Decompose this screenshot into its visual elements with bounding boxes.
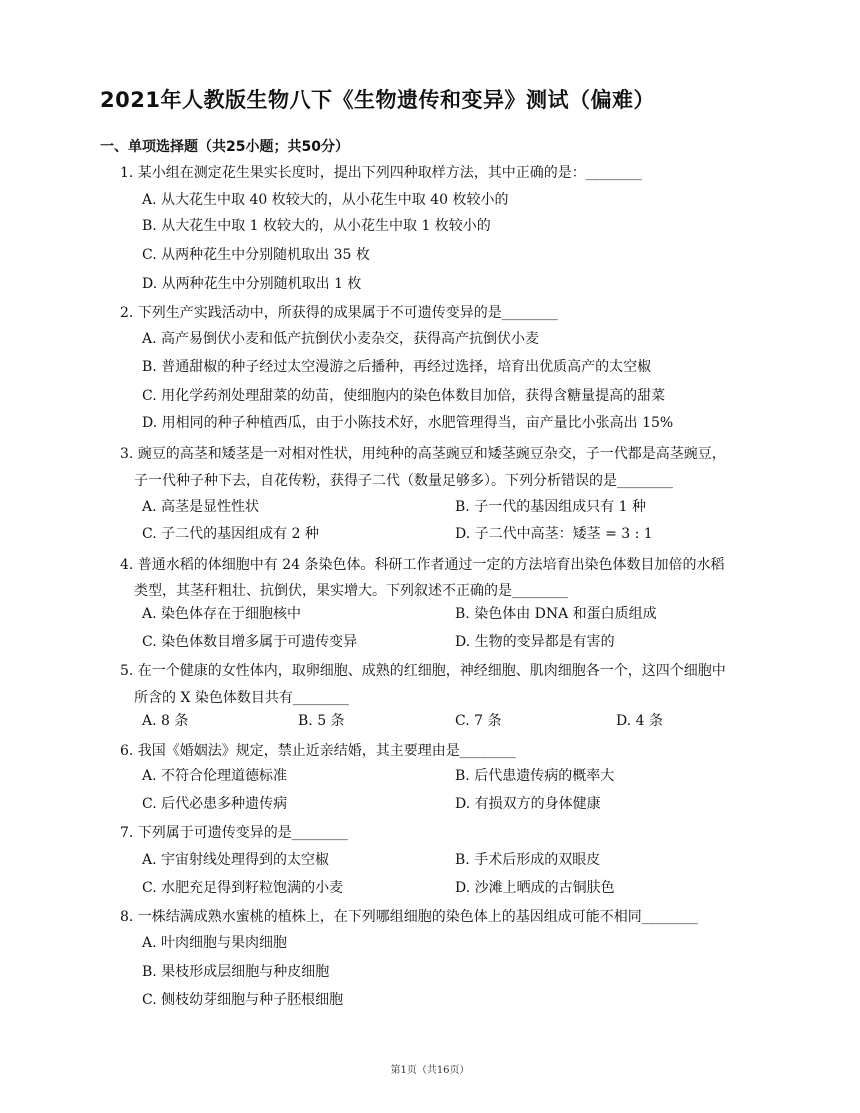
question-1-stem: 1. 某小组在测定花生果实长度时，提出下列四种取样方法，其中正确的是：________ [120,165,642,181]
question-6-option-d: D. 有损双方的身体健康 [455,796,601,812]
section-heading: 一、单项选择题（共25小题；共50分） [100,139,349,155]
question-7-stem: 7. 下列属于可遗传变异的是________ [120,825,348,841]
question-4-option-d: D. 生物的变异都是有害的 [455,634,615,650]
page-footer: 第1页（共16页） [390,1065,470,1076]
question-8-option-c: C. 侧枝幼芽细胞与种子胚根细胞 [142,992,344,1008]
question-5-stem-line1: 5. 在一个健康的女性体内，取卵细胞、成熟的红细胞，神经细胞、肌肉细胞各一个，这四个细胞中 [120,663,726,679]
question-3-option-a: A. 高茎是显性性状 [142,499,260,515]
question-1-option-b: B. 从大花生中取 1 枚较大的，从小花生中取 1 枚较小的 [142,218,491,234]
question-3-option-c: C. 子二代的基因组成有 2 种 [142,526,319,542]
question-8-option-a: A. 叶肉细胞与果肉细胞 [142,935,288,951]
question-8-option-b: B. 果枝形成层细胞与种皮细胞 [142,964,330,980]
question-4-stem-line1: 4. 普通水稻的体细胞中有 24 条染色体。科研工作者通过一定的方法培育出染色体数目加倍的水稻 [120,557,725,573]
question-1-option-c: C. 从两种花生中分别随机取出 35 枚 [142,247,370,263]
question-5-option-d: D. 4 条 [616,713,663,729]
question-6-option-a: A. 不符合伦理道德标准 [142,768,288,784]
question-5-option-b: B. 5 条 [298,713,345,729]
question-5-stem-line2: 所含的 X 染色体数目共有________ [134,690,349,706]
question-3-stem-line1: 3. 豌豆的高茎和矮茎是一对相对性状，用纯种的高茎豌豆和矮茎豌豆杂交，子一代都是高茎豌豆， [120,446,726,462]
question-3-option-b: B. 子一代的基因组成只有 1 种 [455,499,646,515]
question-5-option-a: A. 8 条 [142,713,189,729]
page-title: 2021年人教版生物八下《生物遗传和变异》测试（偏难） [100,88,655,112]
question-6-option-b: B. 后代患遗传病的概率大 [455,768,615,784]
question-7-option-c: C. 水肥充足得到籽粒饱满的小麦 [142,880,344,896]
question-2-option-b: B. 普通甜椒的种子经过太空漫游之后播种，再经过选择，培育出优质高产的太空椒 [142,359,652,375]
question-1-option-d: D. 从两种花生中分别随机取出 1 枚 [142,276,362,292]
question-3-option-d: D. 子二代中高茎：矮茎 = 3 : 1 [455,526,653,542]
question-7-option-b: B. 手术后形成的双眼皮 [455,852,601,868]
question-2-option-c: C. 用化学药剂处理甜菜的幼苗，使细胞内的染色体数目加倍，获得含糖量提高的甜菜 [142,388,666,404]
question-4-option-b: B. 染色体由 DNA 和蛋白质组成 [455,606,657,622]
question-4-option-a: A. 染色体存在于细胞核中 [142,606,302,622]
question-2-stem: 2. 下列生产实践活动中，所获得的成果属于不可遗传变异的是________ [120,305,558,321]
question-1-option-a: A. 从大花生中取 40 枚较大的，从小花生中取 40 枚较小的 [142,192,509,208]
question-3-stem-line2: 子一代种子种下去，自花传粉，获得子二代（数量足够多）。下列分析错误的是________ [134,473,673,489]
question-8-stem: 8. 一株结满成熟水蜜桃的植株上，在下列哪组细胞的染色体上的基因组成可能不相同________ [120,909,698,925]
question-6-stem: 6. 我国《婚姻法》规定，禁止近亲结婚，其主要理由是________ [120,743,516,759]
question-4-option-c: C. 染色体数目增多属于可遗传变异 [142,634,358,650]
question-2-option-d: D. 用相同的种子种植西瓜，由于小陈技术好，水肥管理得当，亩产量比小张高出 15% [142,415,674,431]
question-2-option-a: A. 高产易倒伏小麦和低产抗倒伏小麦杂交，获得高产抗倒伏小麦 [142,331,540,347]
question-6-option-c: C. 后代必患多种遗传病 [142,796,288,812]
question-7-option-a: A. 宇宙射线处理得到的太空椒 [142,852,330,868]
question-5-option-c: C. 7 条 [455,713,502,729]
question-4-stem-line2: 类型，其茎秆粗壮、抗倒伏，果实增大。下列叙述不正确的是________ [134,583,568,599]
question-7-option-d: D. 沙滩上晒成的古铜肤色 [455,880,615,896]
